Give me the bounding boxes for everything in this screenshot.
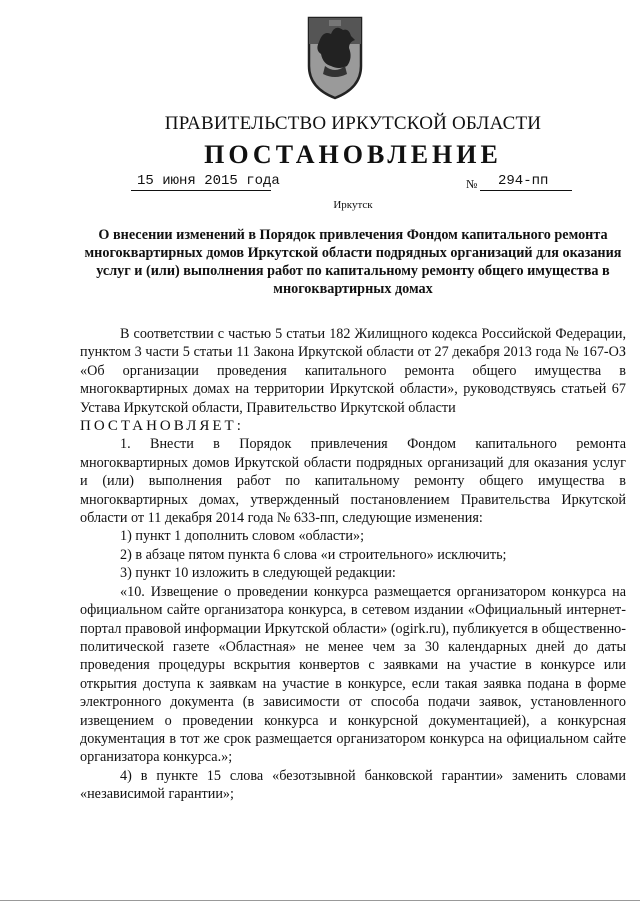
quoted-item-10: «10. Извещение о проведении конкурса размещается организатором конкурса на официальном сайте организатора конкурса, в сетевом издании «Официальный интернет-портал правовой информации Иркутской области» (ogirk.ru), публикуется в общественно-политической газете «Областная» не менее чем за 30 календарных дней до даты проведения процедуры вскрытия конвертов с заявками на участие в конкурсе или открытия доступа к заявкам на участие в конкурсе, если такая заявка подана в форме электронного документа (в зависимости от способа подачи заявок, установленного извещением о проведении конкурса и конкурсной документацией), а конкурсная документация в тот же срок размещается организатором конкурса на официальном сайте организатора конкурса.»;: [80, 583, 626, 766]
date-underline: [131, 190, 271, 191]
preamble-paragraph: В соответствии с частью 5 статьи 182 Жилищного кодекса Российской Федерации, пунктом 3 части 5 статьи 11 Закона Иркутской области от 27 декабря 2013 года № 167-ОЗ «Об организации проведения капитального ремонта общего имущества в многоквартирных домах на территории Иркутской области», руководствуясь статьей 67 Устава Иркутской области, Правительство Иркутской области: [80, 326, 626, 416]
item-1-paragraph: 1. Внести в Порядок привлечения Фондом капитального ремонта многоквартирных домов Иркутской области подрядных организаций для оказания услуг и (или) выполнения работ по капитальному ремонту общего имущества в многоквартирных домах, утвержденный постановлением Правительства Иркутской области от 11 декабря 2014 года № 633-пп, следующие изменения:: [80, 436, 626, 527]
number-underline: [480, 190, 572, 191]
number-label: №: [466, 177, 478, 191]
document-type-title: ПОСТАНОВЛЕНИЕ: [204, 140, 502, 169]
subitem-1: 1) пункт 1 дополнить словом «области»;: [120, 528, 365, 545]
page-bottom-rule: [0, 900, 640, 901]
document-body: [80, 325, 626, 804]
decree-word: ПОСТАНОВЛЯЕТ:: [80, 418, 244, 435]
subitem-2: 2) в абзаце пятом пункта 6 слова «и строительного» исключить;: [120, 546, 507, 563]
subitem-3: 3) пункт 10 изложить в следующей редакции:: [120, 565, 396, 582]
document-date: 15 июня 2015 года: [137, 173, 280, 189]
document-heading: О внесении изменений в Порядок привлечения Фондом капитального ремонта многоквартирных домов Иркутской области подрядных организаций для оказания услуг и (или) выполнения работ по капитальному ремонту общего имущества в многоквартирных домах: [84, 227, 622, 297]
government-name: ПРАВИТЕЛЬСТВО ИРКУТСКОЙ ОБЛАСТИ: [164, 113, 542, 134]
coat-of-arms-emblem: [305, 14, 365, 100]
subitem-4: 4) в пункте 15 слова «безотзывной банковской гарантии» заменить словами «независимой гарантии»;: [80, 767, 626, 803]
city-name: Иркутск: [333, 199, 373, 211]
document-number: 294-пп: [498, 173, 549, 189]
